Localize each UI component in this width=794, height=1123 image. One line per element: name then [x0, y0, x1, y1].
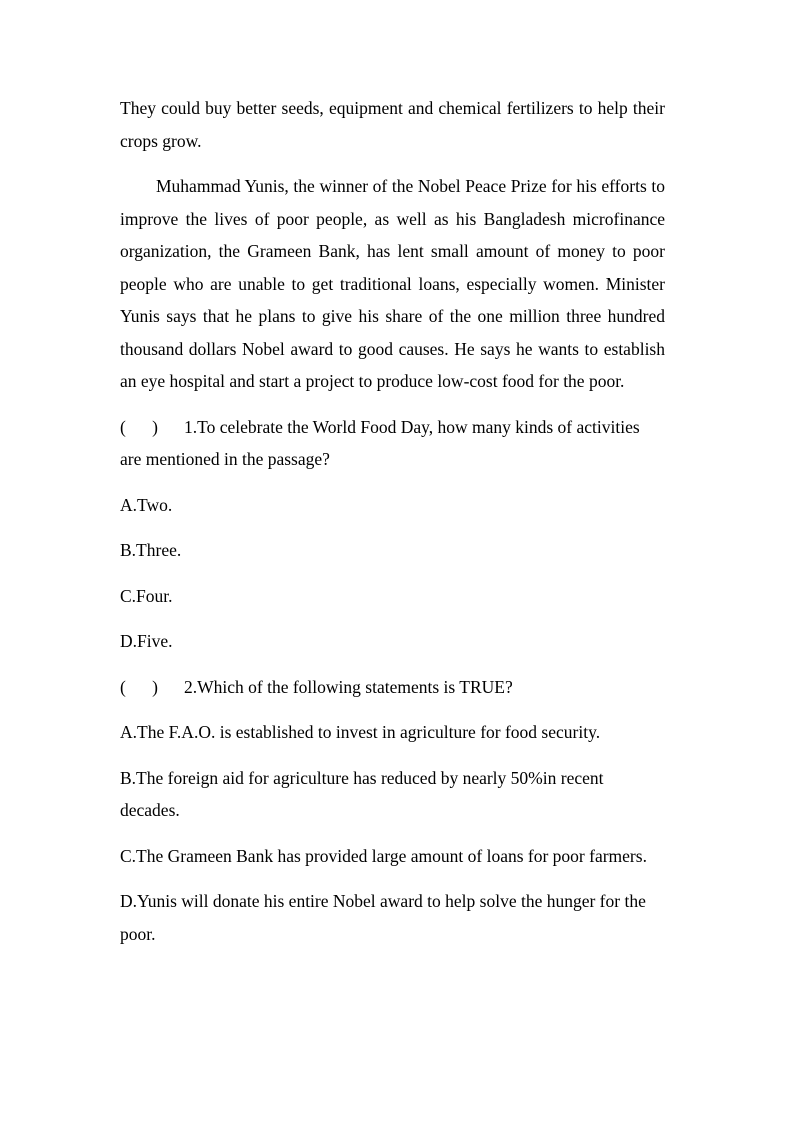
question-2-option-a: A.The F.A.O. is established to invest in agriculture for food security.	[120, 722, 601, 742]
question-stem: 1.To celebrate the World Food Day, how many kinds of activities are mentioned in the passage?	[120, 416, 640, 469]
question-1	[120, 411, 665, 476]
passage-paragraph-1: They could buy better seeds, equipment and chemical fertilizers to help their crops grow.	[120, 98, 665, 151]
question-2-option-d: D.Yunis will donate his entire Nobel award to help solve the hunger for the poor.	[120, 891, 646, 944]
passage-paragraph-2: Muhammad Yunis, the winner of the Nobel Peace Prize for his efforts to improve the lives of poor people, as well as his Bangladesh microfinance organization, the Grameen Bank, has lent small amount of money to poor people who are unable to get traditional loans, especially women. Minister Yunis says that he plans to give his share of the one million three hundred thousand dollars Nobel award to good causes. He says he wants to establish an eye hospital and start a project to produce low-cost food for the poor.	[120, 176, 665, 391]
question-2	[120, 671, 665, 704]
answer-bracket: ( )	[120, 416, 158, 437]
question-1-option-a: A.Two.	[120, 494, 173, 515]
question-2-option-c: C.The Grameen Bank has provided large amount of loans for poor farmers.	[120, 845, 647, 866]
answer-bracket: ( )	[120, 676, 158, 697]
question-2-option-b: B.The foreign aid for agriculture has reduced by nearly 50%in recent decades.	[120, 767, 604, 820]
question-stem: 2.Which of the following statements is TRUE?	[184, 676, 513, 697]
question-1-option-c: C.Four.	[120, 585, 173, 606]
page-content	[120, 92, 665, 963]
question-1-option-d: D.Five.	[120, 631, 173, 651]
question-1-option-b: B.Three.	[120, 540, 182, 560]
